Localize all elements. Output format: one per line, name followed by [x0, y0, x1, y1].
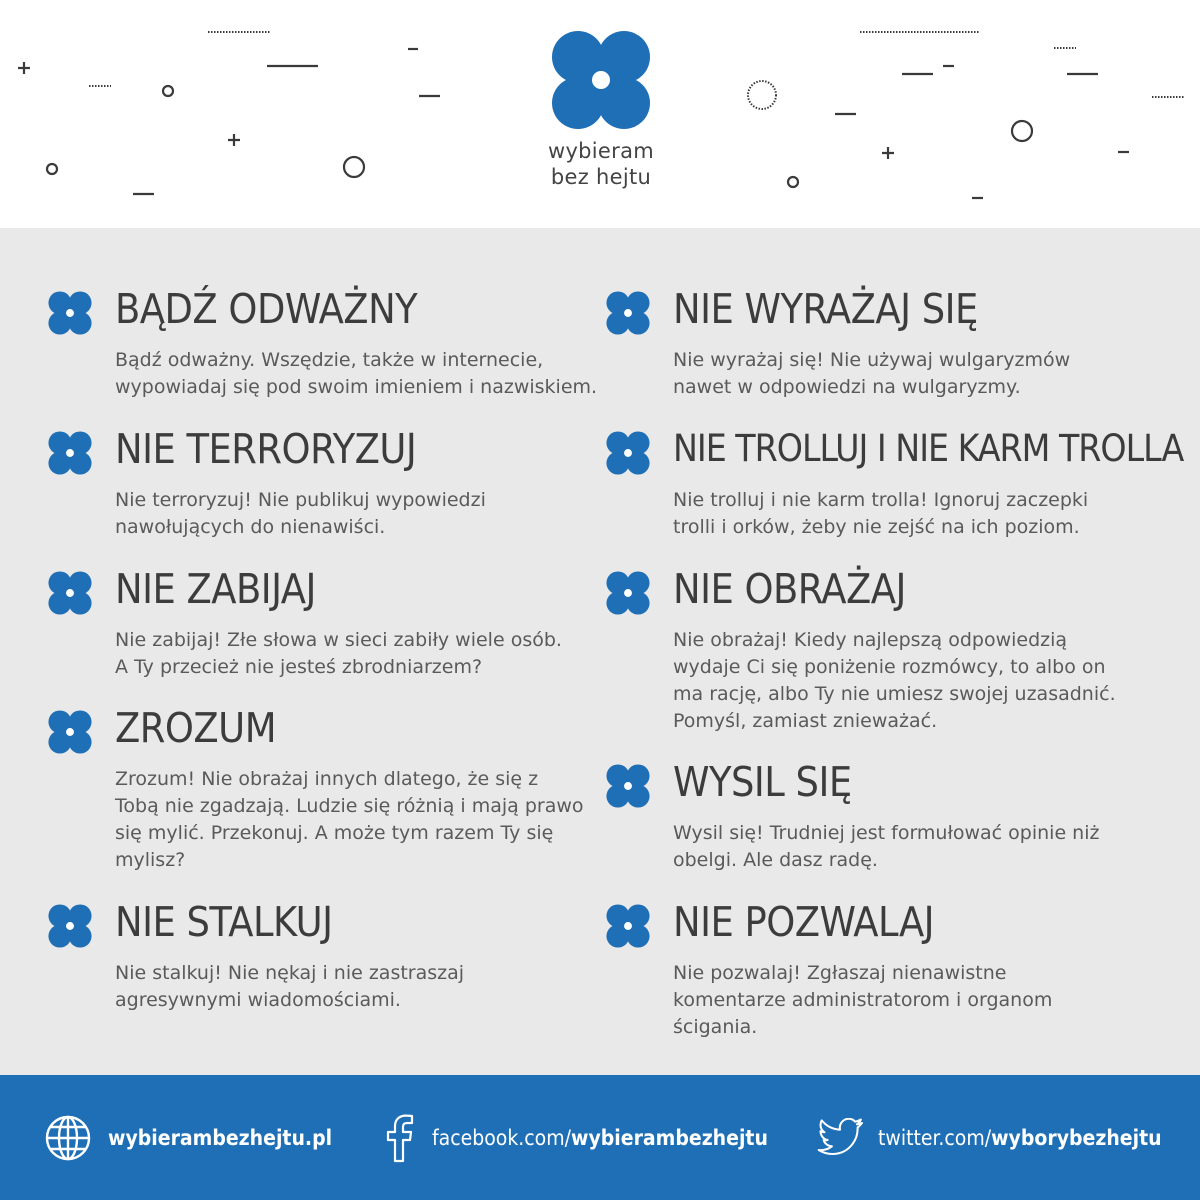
flower-bullet-icon — [48, 710, 92, 754]
rule-title: NIE STALKUJ — [115, 898, 333, 946]
rule-description: Nie obrażaj! Kiedy najlepszą odpowiedzią wydaje Ci się poniżenie rozmówcy, to albo on ma rację, albo Ty nie umiesz swojej uzasadnić. Pomyśl, zamiast znieważać. — [673, 629, 1116, 732]
header — [0, 0, 1200, 228]
rule-title: BĄDŹ ODWAŻNY — [115, 285, 418, 333]
flower-bullet-icon — [48, 431, 92, 475]
rule-description: Nie zabijaj! Złe słowa w sieci zabiły wiele osób. A Ty przecież nie jesteś zbrodniarzem? — [115, 629, 562, 678]
website-text: wybierambezhejtu.pl — [108, 1126, 333, 1150]
flower-bullet-icon — [606, 431, 650, 475]
flower-bullet-icon — [606, 764, 650, 808]
twitter-handle: wyborybezhejtu — [991, 1126, 1162, 1150]
rule-title: NIE ZABIJAJ — [115, 565, 316, 613]
flower-logo-icon — [551, 30, 651, 130]
rule-description: Bądź odważny. Wszędzie, także w internecie, wypowiadaj się pod swoim imieniem i nazwiskiem. — [115, 349, 598, 398]
flower-bullet-icon — [48, 904, 92, 948]
rule-description: Nie terroryzuj! Nie publikuj wypowiedzi nawołujących do nienawiści. — [115, 489, 486, 538]
brand-logo — [540, 30, 662, 190]
rule-title: WYSIL SIĘ — [673, 758, 852, 806]
globe-icon — [44, 1114, 92, 1162]
rule-title: NIE WYRAŻAJ SIĘ — [673, 285, 978, 333]
brand-line-1: wybieram — [547, 139, 655, 163]
flower-bullet-icon — [48, 291, 92, 335]
flower-bullet-icon — [606, 291, 650, 335]
rule-description: Nie trolluj i nie karm trolla! Ignoruj zaczepki trolli i orków, żeby nie zejść na ich poziom. — [673, 489, 1089, 538]
flower-bullet-icon — [606, 904, 650, 948]
facebook-link[interactable] — [384, 1115, 768, 1161]
facebook-prefix: facebook.com/ — [432, 1126, 572, 1150]
twitter-icon — [816, 1118, 864, 1158]
facebook-handle: wybierambezhejtu — [571, 1126, 768, 1150]
rule-title: NIE POZWALAJ — [673, 898, 935, 946]
rule-description: Nie pozwalaj! Zgłaszaj nienawistne komentarze administratorom i organom ścigania. — [673, 962, 1053, 1038]
website-link[interactable] — [44, 1115, 332, 1161]
rules-section — [0, 228, 1200, 1075]
rule-title: NIE TROLLUJ I NIE KARM TROLLA — [673, 427, 1184, 470]
flower-bullet-icon — [606, 571, 650, 615]
rule-description: Nie stalkuj! Nie nękaj i nie zastraszaj agresywnymi wiadomościami. — [115, 962, 465, 1011]
twitter-prefix: twitter.com/ — [878, 1126, 992, 1150]
facebook-icon — [384, 1113, 414, 1163]
brand-line-2: bez hejtu — [550, 165, 652, 189]
flower-bullet-icon — [48, 571, 92, 615]
rule-description: Zrozum! Nie obrażaj innych dlatego, że się z Tobą nie zgadzają. Ludzie się różnią i mają prawo się mylić. Przekonuj. A może tym razem Ty się mylisz? — [115, 768, 584, 871]
rule-description: Wysil się! Trudniej jest formułować opinie niż obelgi. Ale dasz radę. — [673, 822, 1100, 871]
footer — [0, 1075, 1200, 1200]
rule-description: Nie wyrażaj się! Nie używaj wulgaryzmów nawet w odpowiedzi na wulgaryzmy. — [673, 349, 1071, 398]
rule-title: NIE TERRORYZUJ — [115, 425, 417, 473]
twitter-link[interactable] — [816, 1115, 1162, 1161]
rule-title: ZROZUM — [115, 704, 277, 752]
rule-title: NIE OBRAŻAJ — [673, 565, 906, 613]
